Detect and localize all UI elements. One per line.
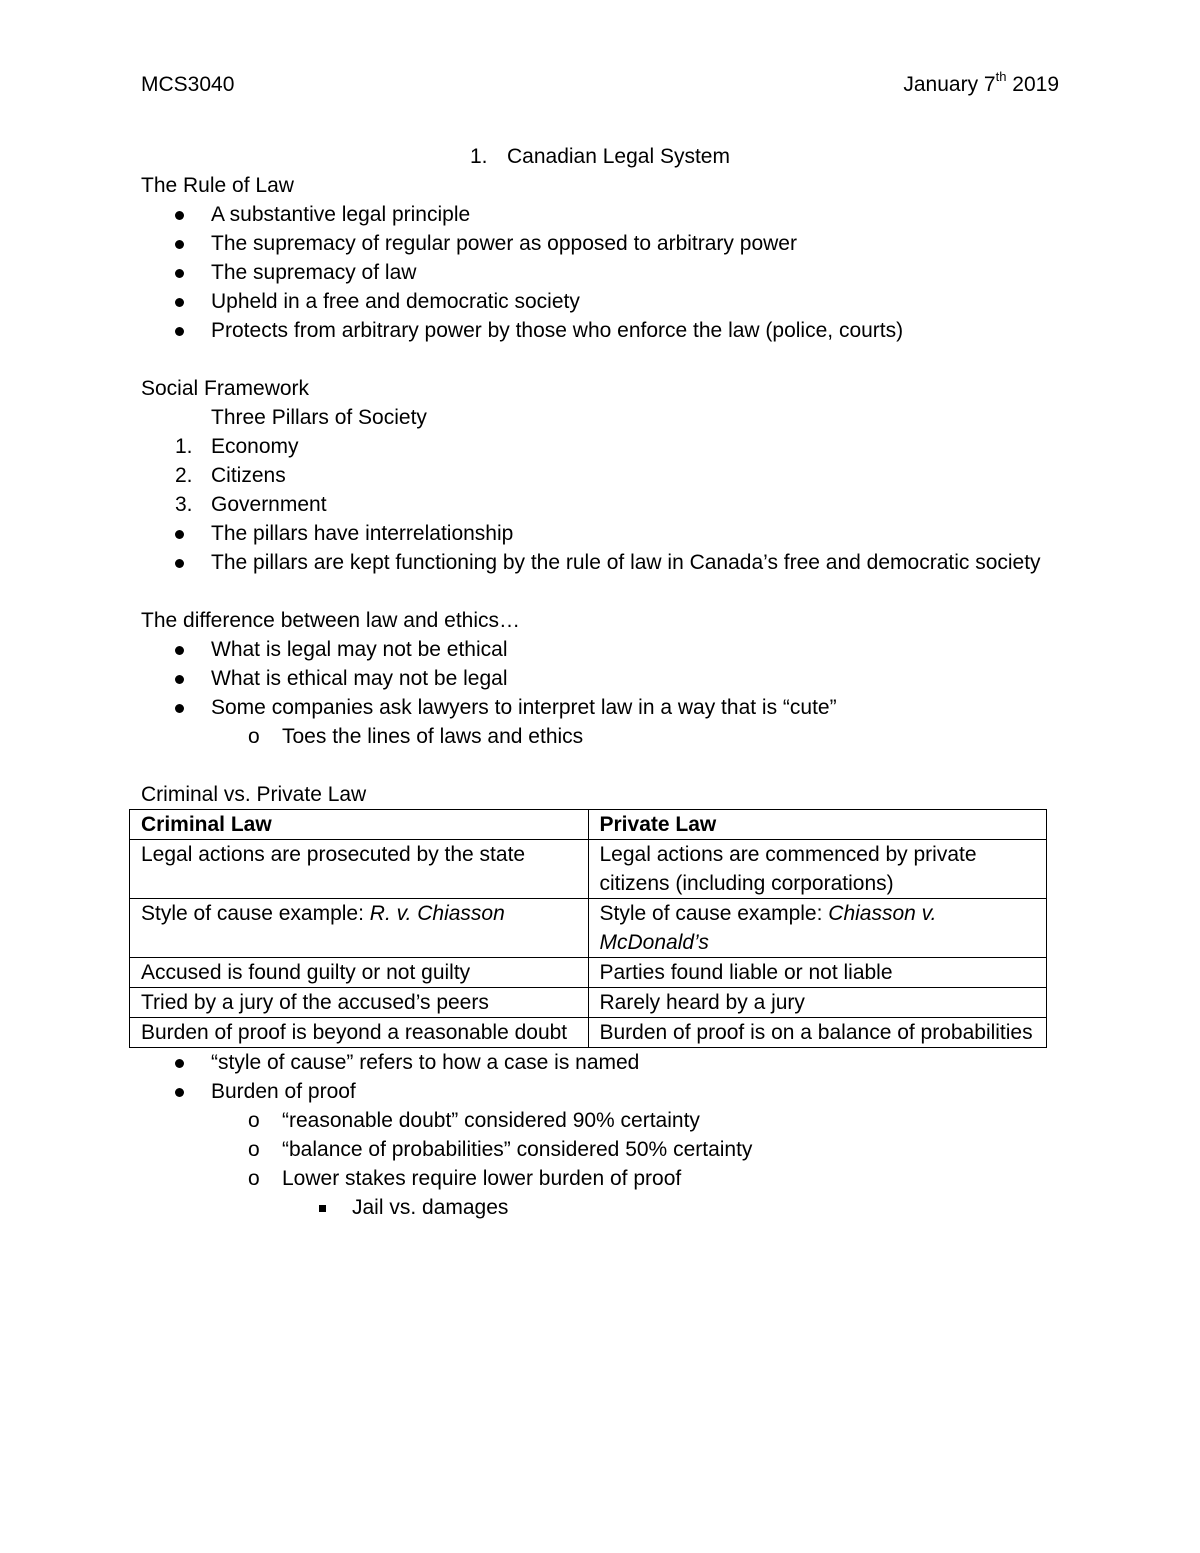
spacer bbox=[141, 751, 1059, 780]
table-row bbox=[130, 1018, 1047, 1048]
list-item bbox=[141, 635, 1059, 664]
list-item-text: The pillars have interrelationship bbox=[211, 522, 514, 545]
hollow-circle-bullet-icon: o bbox=[248, 1167, 260, 1190]
table-cell: Legal actions are commenced by private citizens (including corporations) bbox=[588, 840, 1047, 899]
list-item bbox=[141, 1077, 1059, 1106]
sub-list-item-text: Toes the lines of laws and ethics bbox=[282, 725, 584, 748]
date-year: 2019 bbox=[1012, 73, 1059, 96]
date-month: January 7 bbox=[903, 73, 996, 96]
numbered-item-text: Economy bbox=[211, 435, 299, 458]
bullet-icon bbox=[175, 269, 184, 278]
sub-sub-list-item bbox=[141, 1193, 1059, 1222]
list-item bbox=[141, 229, 1059, 258]
sub-list-item-text: “balance of probabilities” considered 50% certainty bbox=[282, 1138, 753, 1161]
item-number: 2. bbox=[175, 464, 193, 487]
date-suffix: th bbox=[995, 69, 1007, 84]
spacer bbox=[141, 345, 1059, 374]
table-cell: Rarely heard by a jury bbox=[588, 988, 1047, 1018]
column-header-criminal: Criminal Law bbox=[130, 810, 589, 840]
numbered-item-text: Citizens bbox=[211, 464, 286, 487]
course-code: MCS3040 bbox=[141, 73, 235, 96]
bullet-icon bbox=[175, 530, 184, 539]
page-title bbox=[0, 142, 1200, 171]
list-item bbox=[141, 1048, 1059, 1077]
sub-list-item bbox=[141, 1164, 1059, 1193]
sub-list-item bbox=[141, 1106, 1059, 1135]
list-item-text: The supremacy of regular power as opposed to arbitrary power bbox=[211, 232, 797, 255]
numbered-item-text: Government bbox=[211, 493, 327, 516]
section-heading-rule-of-law: The Rule of Law bbox=[141, 174, 294, 197]
bullet-icon bbox=[175, 211, 184, 220]
table-cell: Tried by a jury of the accused’s peers bbox=[130, 988, 589, 1018]
numbered-item bbox=[141, 432, 1059, 461]
hollow-circle-bullet-icon: o bbox=[248, 1109, 260, 1132]
hollow-circle-bullet-icon: o bbox=[248, 725, 260, 748]
list-item bbox=[141, 548, 1059, 577]
bullet-icon bbox=[175, 240, 184, 249]
title-number: 1. bbox=[470, 145, 488, 168]
bullet-icon bbox=[175, 1088, 184, 1097]
numbered-item bbox=[141, 490, 1059, 519]
column-header-private: Private Law bbox=[588, 810, 1047, 840]
item-number: 3. bbox=[175, 493, 193, 516]
bullet-icon bbox=[175, 646, 184, 655]
cell-text: Style of cause example: bbox=[599, 902, 829, 925]
bullet-icon bbox=[175, 704, 184, 713]
table-row bbox=[130, 840, 1047, 899]
table-cell: Legal actions are prosecuted by the state bbox=[130, 840, 589, 899]
table-cell bbox=[130, 899, 589, 958]
cell-text: Style of cause example: bbox=[141, 902, 370, 925]
case-name: Chiasson v. McDonald’s bbox=[599, 902, 937, 954]
spacer bbox=[141, 577, 1059, 606]
sub-list-item bbox=[141, 1135, 1059, 1164]
bullet-icon bbox=[175, 298, 184, 307]
list-item-text: The supremacy of law bbox=[211, 261, 417, 284]
table-cell bbox=[588, 899, 1047, 958]
list-item bbox=[141, 519, 1059, 548]
list-item-text: Burden of proof bbox=[211, 1080, 356, 1103]
table-row bbox=[130, 899, 1047, 958]
sub-sub-list-item-text: Jail vs. damages bbox=[352, 1196, 509, 1219]
list-item-text: A substantive legal principle bbox=[211, 203, 471, 226]
list-item-text: “style of cause” refers to how a case is named bbox=[211, 1051, 640, 1074]
list-item-text: What is ethical may not be legal bbox=[211, 667, 508, 690]
hollow-circle-bullet-icon: o bbox=[248, 1138, 260, 1161]
bullet-icon bbox=[175, 675, 184, 684]
list-item bbox=[141, 693, 1059, 722]
table-cell: Parties found liable or not liable bbox=[588, 958, 1047, 988]
square-bullet-icon bbox=[319, 1205, 326, 1212]
sub-list-item-text: “reasonable doubt” considered 90% certainty bbox=[282, 1109, 700, 1132]
table-row bbox=[130, 958, 1047, 988]
bullet-icon bbox=[175, 327, 184, 336]
list-item-text: What is legal may not be ethical bbox=[211, 638, 508, 661]
case-name: R. v. Chiasson bbox=[369, 902, 505, 925]
list-item bbox=[141, 664, 1059, 693]
list-item-text: Some companies ask lawyers to interpret law in a way that is “cute” bbox=[211, 696, 837, 719]
list-item bbox=[141, 316, 1059, 345]
list-item bbox=[141, 258, 1059, 287]
section-heading-social-framework: Social Framework bbox=[141, 377, 310, 400]
title-text: Canadian Legal System bbox=[507, 145, 730, 168]
item-number: 1. bbox=[175, 435, 193, 458]
list-item bbox=[141, 200, 1059, 229]
section-heading-law-ethics: The difference between law and ethics… bbox=[141, 609, 521, 632]
list-item bbox=[141, 287, 1059, 316]
lecture-date bbox=[903, 70, 1059, 99]
bullet-icon bbox=[175, 559, 184, 568]
table-row bbox=[130, 988, 1047, 1018]
bullet-icon bbox=[175, 1059, 184, 1068]
table-cell: Burden of proof is beyond a reasonable doubt bbox=[130, 1018, 589, 1048]
numbered-item bbox=[141, 461, 1059, 490]
sub-list-item bbox=[141, 722, 1059, 751]
section-heading-criminal-private: Criminal vs. Private Law bbox=[141, 783, 367, 806]
table-header-row bbox=[130, 810, 1047, 840]
list-item-text: Upheld in a free and democratic society bbox=[211, 290, 580, 313]
list-item-text: The pillars are kept functioning by the rule of law in Canada’s free and democratic society bbox=[211, 551, 1041, 574]
sub-list-item-text: Lower stakes require lower burden of proof bbox=[282, 1167, 682, 1190]
table-cell: Burden of proof is on a balance of probabilities bbox=[588, 1018, 1047, 1048]
list-item-text: Protects from arbitrary power by those who enforce the law (police, courts) bbox=[211, 319, 904, 342]
notes-body bbox=[141, 171, 1059, 1222]
subheading-three-pillars: Three Pillars of Society bbox=[211, 406, 427, 429]
comparison-table bbox=[129, 809, 1047, 1048]
table-cell: Accused is found guilty or not guilty bbox=[130, 958, 589, 988]
